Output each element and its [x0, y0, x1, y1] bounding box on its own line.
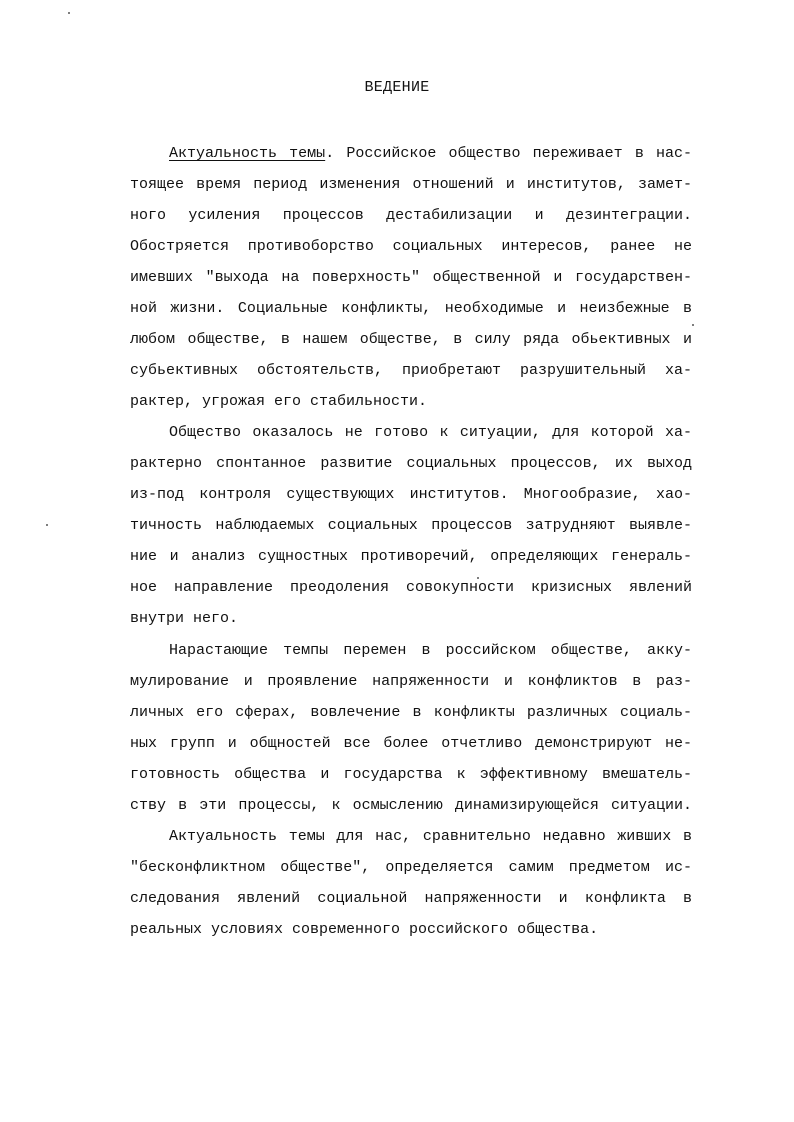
paragraph-4-line-2: "бесконфликтном обществе", определяется самим предметом ис-	[130, 859, 692, 876]
scan-speck	[68, 12, 70, 14]
paragraph-1-line-7: любом обществе, в нашем обществе, в силу ряда обьективных и	[130, 331, 692, 348]
paragraph-1-line-1	[169, 144, 692, 164]
paragraph-2-line-2: рактерно спонтанное развитие социальных процессов, их выход	[130, 455, 692, 472]
scan-speck	[46, 524, 48, 526]
paragraph-1-line-3: ного усиления процессов дестабилизации и дезинтеграции.	[130, 207, 692, 224]
paragraph-1-line-8: субьективных обстоятельств, приобретают разрушительный ха-	[130, 362, 692, 379]
paragraph-3-line-1: Нарастающие темпы перемен в российском обществе, акку-	[169, 642, 692, 659]
paragraph-3-line-4: ных групп и общностей все более отчетливо демонстрируют не-	[130, 735, 692, 752]
scan-speck	[692, 324, 694, 326]
paragraph-1-line-6: ной жизни. Социальные конфликты, необходимые и неизбежные в	[130, 300, 692, 317]
paragraph-2-line-3: из-под контроля существующих институтов. Многообразие, хао-	[130, 486, 692, 503]
scan-speck	[477, 577, 479, 579]
paragraph-2-line-7: внутри него.	[130, 610, 239, 627]
paragraph-2-line-5: ние и анализ сущностных противоречий, определяющих генераль-	[130, 548, 692, 565]
paragraph-2-line-6: ное направление преодоления совокупности кризисных явлений	[130, 579, 692, 596]
paragraph-1-line-1-rest: . Российское общество переживает в нас-	[325, 145, 692, 162]
paragraph-3-line-2: мулирование и проявление напряженности и конфликтов в раз-	[130, 673, 692, 690]
paragraph-2-line-1: Общество оказалось не готово к ситуации, для которой ха-	[169, 424, 692, 441]
paragraph-1-line-2: тоящее время период изменения отношений и институтов, замет-	[130, 176, 692, 193]
paragraph-1-line-9: рактер, угрожая его стабильности.	[130, 393, 428, 410]
paragraph-1-line-5: имевших "выхода на поверхность" общественной и государствен-	[130, 269, 692, 286]
paragraph-3-line-6: ству в эти процессы, к осмыслению динамизирующейся ситуации.	[130, 797, 692, 814]
paragraph-2-line-4: тичность наблюдаемых социальных процессов затрудняют выявле-	[130, 517, 692, 534]
topic-relevance-heading: Актуальность темы	[169, 145, 326, 162]
paragraph-3-line-3: личных его сферах, вовлечение в конфликты различных социаль-	[130, 704, 692, 721]
paragraph-3-line-5: готовность общества и государства к эффективному вмешатель-	[130, 766, 692, 783]
paragraph-1-line-4: Обостряется противоборство социальных интересов, ранее не	[130, 238, 692, 255]
paragraph-4-line-1: Актуальность темы для нас, сравнительно недавно живших в	[169, 828, 692, 845]
paragraph-4-line-4: реальных условиях современного российского общества.	[130, 921, 599, 938]
paragraph-4-line-3: следования явлений социальной напряженности и конфликта в	[130, 890, 692, 907]
page-title: ВЕДЕНИЕ	[364, 79, 430, 96]
